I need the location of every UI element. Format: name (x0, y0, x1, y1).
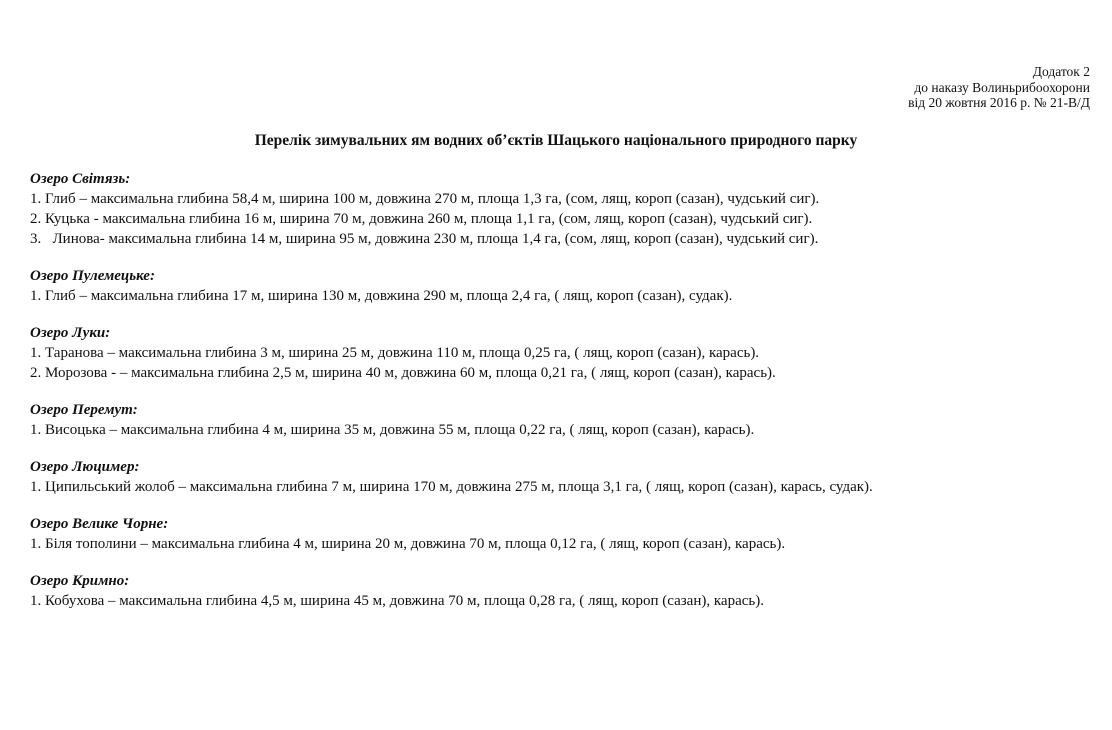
lake-section (30, 169, 873, 249)
lake-section (30, 266, 873, 306)
wintering-pit-item: 1. Глиб – максимальна глибина 17 м, ширина 130 м, довжина 290 м, площа 2,4 га, ( лящ, короп (сазан), судак). (30, 288, 733, 304)
lake-section (30, 514, 873, 554)
lake-section (30, 457, 873, 497)
lake-heading: Озеро Люцимер: (30, 459, 140, 475)
header-line: від 20 жовтня 2016 р. № 21-В/Д (908, 95, 1090, 110)
document-title: Перелік зимувальних ям водних об’єктів Шацького національного природного парку (254, 132, 858, 149)
lake-heading: Озеро Світязь: (30, 171, 131, 187)
lake-section (30, 571, 873, 611)
wintering-pit-item: 3. Линова- максимальна глибина 14 м, ширина 95 м, довжина 230 м, площа 1,4 га, (сом, лящ, короп (сазан), чудський сиг). (30, 231, 819, 247)
wintering-pit-item: 1. Таранова – максимальна глибина 3 м, ширина 25 м, довжина 110 м, площа 0,25 га, ( лящ, короп (сазан), карась). (30, 345, 760, 361)
wintering-pit-item: 1. Глиб – максимальна глибина 58,4 м, ширина 100 м, довжина 270 м, площа 1,3 га, (сом, лящ, короп (сазан), чудський сиг). (30, 191, 820, 207)
lake-heading: Озеро Кримно: (30, 573, 130, 589)
lake-heading: Озеро Перемут: (30, 402, 138, 418)
wintering-pit-item: 2. Куцька - максимальна глибина 16 м, ширина 70 м, довжина 260 м, площа 1,1 га, (сом, лящ, короп (сазан), чудський сиг). (30, 211, 813, 227)
lake-section (30, 400, 873, 440)
wintering-pit-item: 2. Морозова - – максимальна глибина 2,5 м, ширина 40 м, довжина 60 м, площа 0,21 га, ( лящ, короп (сазан), карась). (30, 365, 776, 381)
lake-heading: Озеро Луки: (30, 325, 111, 341)
lake-heading: Озеро Пулемецьке: (30, 268, 155, 284)
wintering-pit-item: 1. Ципильський жолоб – максимальна глибина 7 м, ширина 170 м, довжина 275 м, площа 3,1 га, ( лящ, короп (сазан), карась, судак). (30, 479, 873, 495)
appendix-header (908, 64, 1090, 111)
header-line: Додаток 2 (1032, 64, 1090, 79)
lake-section (30, 323, 873, 383)
wintering-pit-item: 1. Кобухова – максимальна глибина 4,5 м, ширина 45 м, довжина 70 м, площа 0,28 га, ( лящ, короп (сазан), карась). (30, 593, 764, 609)
wintering-pit-item: 1. Біля тополини – максимальна глибина 4 м, ширина 20 м, довжина 70 м, площа 0,12 га, ( лящ, короп (сазан), карась). (30, 536, 786, 552)
header-line: до наказу Волиньрибоохорони (914, 79, 1090, 95)
wintering-pit-item: 1. Висоцька – максимальна глибина 4 м, ширина 35 м, довжина 55 м, площа 0,22 га, ( лящ, короп (сазан), карась). (30, 422, 755, 438)
lake-heading: Озеро Велике Чорне: (30, 516, 169, 532)
lake-list (30, 169, 873, 628)
